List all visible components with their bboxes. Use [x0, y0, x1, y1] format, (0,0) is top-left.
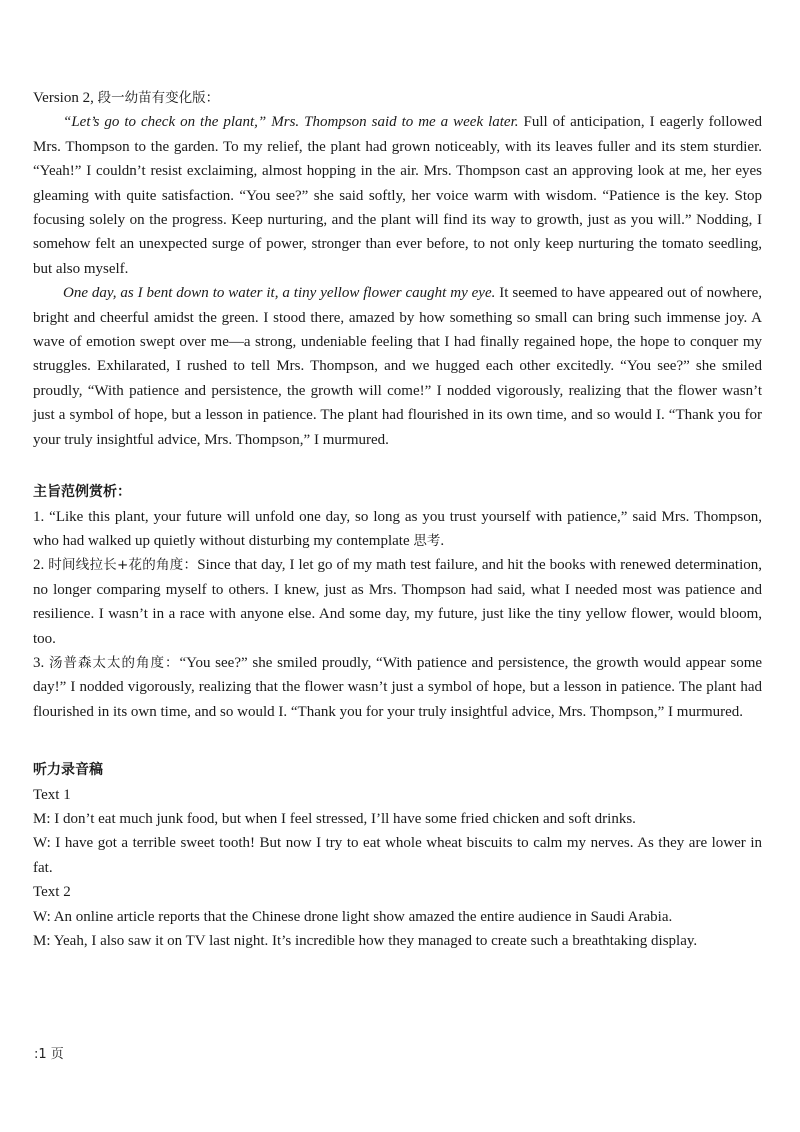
version-heading	[33, 86, 762, 110]
document-body	[33, 86, 762, 953]
theme-item-3	[33, 651, 762, 724]
theme-item-1-text: 1. “Like this plant, your future will unfold one day, so long as you trust yourself with patience,” said Mrs. Thompson, who had walked up quietly without disturbing my contemplate	[33, 508, 762, 549]
paragraph-1-body: Full of anticipation, I eagerly followed Mrs. Thompson to the garden. To my relief, the plant had grown noticeably, with its leaves fuller and its stem sturdier. “Yeah!” I couldn’t resist exclaiming, almost hopping in the air. Mrs. Thompson cast an approving look at me, her eyes gleaming with quite satisfaction. “You see?” she said softly, her voice warm with wisdom. “Patience is the key. Stop focusing solely on the progress. Keep nurturing, and the plant will find its way to growth, just as you will.” Nodding, I somehow felt an unexpected surge of power, stronger than ever before, to not only keep nurturing the tomato seedling, but also myself.	[33, 114, 763, 277]
theme-item-1-cn: 思考	[413, 532, 441, 549]
listening-heading: 听力录音稿	[33, 762, 103, 779]
paragraph-1	[33, 110, 762, 281]
theme-item-2-text: Since that day, I let go of my math test failure, and hit the books with renewed determination, no longer comparing myself to others. I knew, just as Mrs. Thompson had said, what I needed most was patience and resilience. I wasn’t in a race with anyone else. And some day, my future, just like the tiny yellow flower, would bloom, too.	[33, 557, 763, 647]
theme-section-heading: 主旨范例赏析：	[33, 484, 131, 501]
theme-item-2-num: 2.	[33, 557, 49, 574]
theme-item-3-num: 3.	[33, 654, 49, 671]
text-1-woman-line: W: I have got a terrible sweet tooth! But now I try to eat whole wheat biscuits to calm my nerves. As they are lower in fat.	[33, 835, 762, 876]
theme-item-3-cn: 汤普森太太的角度：	[49, 654, 180, 671]
version-heading-prefix: Version 2,	[33, 90, 98, 106]
paragraph-2-lead: One day, as I bent down to water it, a tiny yellow flower caught my eye.	[63, 285, 496, 302]
theme-item-1	[33, 505, 762, 554]
theme-item-2-cn: 时间线拉长+花的角度：	[48, 557, 198, 574]
text-2-man-line: M: Yeah, I also saw it on TV last night. It’s incredible how they managed to create such a breathtaking display.	[33, 933, 698, 949]
page-number: :1 页	[34, 1047, 64, 1062]
text-2-woman-line: W: An online article reports that the Chinese drone light show amazed the entire audience in Saudi Arabia.	[33, 908, 673, 925]
text-1-man-line: M: I don’t eat much junk food, but when I feel stressed, I’ll have some fried chicken and soft drinks.	[33, 810, 636, 827]
text-2-label: Text 2	[33, 884, 71, 901]
version-heading-cn: 段一幼苗有变化版：	[97, 90, 220, 106]
theme-item-1-end: .	[440, 532, 445, 549]
paragraph-2-body: It seemed to have appeared out of nowhere, bright and cheerful amidst the green. I stood there, amazed by how something so small can bring such immense joy. A wave of emotion swept over me—a strong, undeniable feeling that I had finally regained hope, the hope to conquer my struggles. Exhilarated, I rushed to tell Mrs. Thompson, and we hugged each other excitedly. “You see?” she smiled proudly, “With patience and persistence, the growth will come!” I nodded vigorously, realizing that the flower wasn’t just a symbol of hope, but a lesson in patience. The plant had flourished in its own time, and so would I. “Thank you for your truly insightful advice, Mrs. Thompson,” I murmured.	[33, 285, 762, 448]
text-1-label: Text 1	[33, 786, 71, 803]
paragraph-2	[33, 281, 762, 452]
theme-item-3-text: “You see?” she smiled proudly, “With patience and persistence, the growth would appear some day!” I nodded vigorously, realizing that the flower wasn’t just a symbol of hope, but a lesson in patience. The plant had flourished in its own time, and so would I. “Thank you for your truly insightful advice, Mrs. Thompson,” I murmured.	[33, 654, 763, 720]
paragraph-1-lead: “Let’s go to check on the plant,” Mrs. Thompson said to me a week later.	[63, 114, 519, 131]
theme-item-2	[33, 553, 762, 651]
